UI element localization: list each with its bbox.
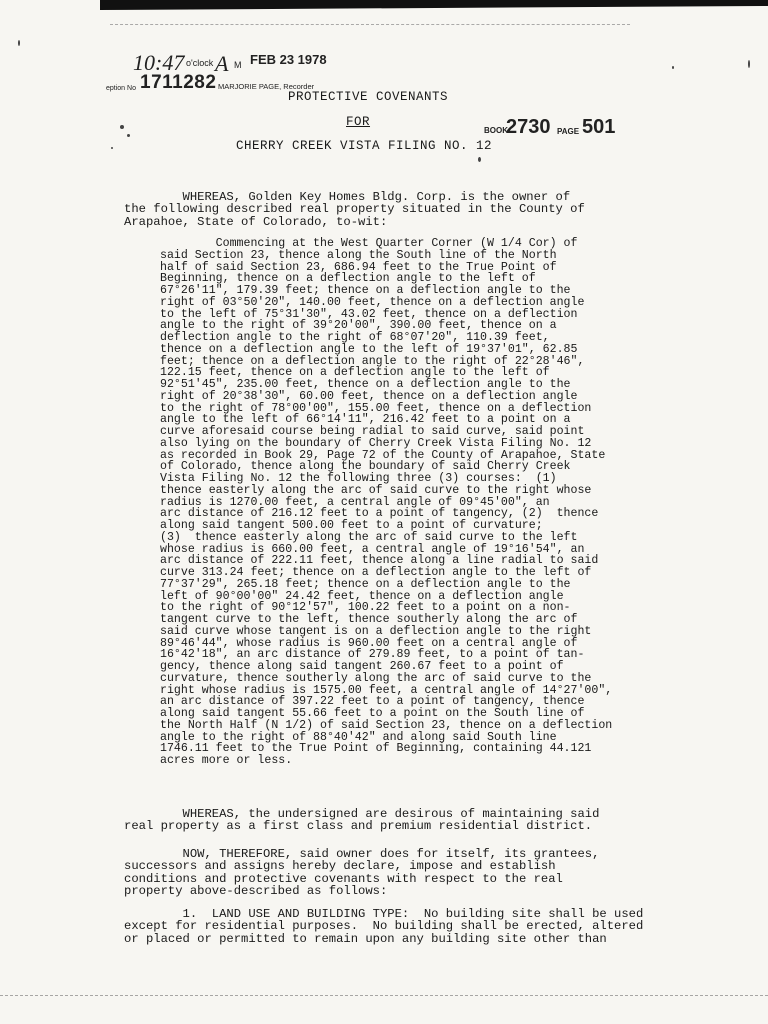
scan-speck (478, 157, 481, 162)
now-therefore-paragraph: NOW, THEREFORE, said owner does for itself, its grantees, successors and assigns hereby declare, impose and establish conditions and protective covenants with respect to the real property above-described as follows: (124, 847, 600, 899)
title-subdivision: CHERRY CREEK VISTA FILING NO. 12 (236, 139, 493, 153)
book-label: BOOK (484, 126, 508, 135)
page-number: 501 (582, 116, 616, 138)
whereas-ownership-paragraph: WHEREAS, Golden Key Homes Bldg. Corp. is the owner of the following described real property situated in the County of Arapahoe, State of Colorado, to-wit: (124, 190, 585, 229)
scan-top-bar (100, 0, 768, 10)
scan-artifact-line (110, 24, 630, 25)
whereas-intent-paragraph: WHEREAS, the undersigned are desirous of maintaining said real property as a first class and premium residential district. (124, 807, 600, 834)
page-label: PAGE (557, 127, 580, 136)
scan-bottom-line (0, 995, 768, 996)
recorder-name: MARJORIE PAGE, Recorder (218, 82, 315, 91)
recorded-am-mark: A (215, 51, 229, 76)
recorded-time-oclock: o'clock (186, 58, 214, 68)
scan-speck (672, 66, 674, 69)
recorded-time: 10:47 (133, 50, 185, 75)
scan-speck (18, 40, 20, 46)
legal-description-paragraph: Commencing at the West Quarter Corner (W 1/4 Cor) of said Section 23, thence along the South line of the North half of said Section 23, 686.94 feet to the True Point of Beginning, thence on a deflection angle to the left of 67°26'11", 179.39 feet; thence on a deflection angle to the right of 03°50'20", 140.00 feet, thence on a deflection angle to the left of 75°31'30", 43.02 feet, thence on a deflection angle to the right of 39°20'00", 390.00 feet, thence on a deflection angle to the right of 68°07'20", 110.39 feet, thence on a deflection angle to the left of 19°37'01", 62.85 feet; thence on a deflection angle to the right of 22°28'46", 122.15 feet, thence on a deflection angle to the left of 92°51'45", 235.00 feet, thence on a deflection angle to the right of 20°38'30", 60.00 feet, thence on a deflection angle to the right of 78°00'00", 155.00 feet, thence on a deflection angle to the left of 66°14'11", 216.42 feet to a point on a curve aforesaid course being radial to said curve, said point also lying on the boundary of Cherry Creek Vista Filing No. 12 as recorded in Book 29, Page 72 of the County of Arapahoe, State of Colorado, thence along the boundary of said Cherry Creek Vista Filing No. 12 the following three (3) courses: (1) thence easterly along the arc of said curve to the right whose radius is 1270.00 feet, a central angle of 09°45'00", an arc distance of 216.12 feet to a point of tangency, (2) thence along said tangent 500.00 feet to a point of curvature; (3) thence easterly along the arc of said curve to the left whose radius is 660.00 feet, a central angle of 19°16'54", an arc distance of 222.11 feet, thence along a line radial to said curve 313.24 feet; thence on a deflection angle to the left of 77°37'29", 265.18 feet; thence on a deflection angle to the left of 90°00'00" 24.42 feet, thence on a deflection angle to the right of 90°12'57", 100.22 feet to a point on a non- tangent curve to the left, thence southerly along the arc of said curve whose tangent is on a deflection angle to the right 89°46'44", whose radius is 960.00 feet on a central angle of 16°42'18", an arc distance of 279.89 feet, to a point of tan- gency, thence along said tangent 260.67 feet to a point of curvature, thence southerly along the arc of said curve to the right whose radius is 1575.00 feet, a central angle of 14°27'00", an arc distance of 397.22 feet to a point of tangency, thence along said tangent 55.66 feet to a point on the South line of the North Half (N 1/2) of said Section 23, thence on a deflection angle to the right of 88°40'42" and along said South line 1746.11 feet to the True Point of Beginning, containing 44.121 acres more or less. (160, 237, 613, 767)
scan-speck (111, 147, 113, 149)
book-number: 2730 (506, 116, 551, 138)
section-1-land-use-paragraph: 1. LAND USE AND BUILDING TYPE: No building site shall be used except for residential purposes. No building shall be erected, altered or placed or permitted to remain upon any building site other than (124, 907, 644, 946)
scan-speck (120, 125, 124, 129)
title-for: FOR (346, 115, 371, 129)
recorded-am-suffix: M (234, 60, 242, 70)
scan-speck (748, 60, 750, 68)
recorded-date-stamp: FEB 23 1978 (250, 52, 327, 67)
reception-label: eption No (106, 85, 136, 92)
scan-speck (127, 134, 130, 137)
reception-number: 1711282 (140, 72, 217, 93)
title-protective-covenants: PROTECTIVE COVENANTS (288, 90, 449, 104)
